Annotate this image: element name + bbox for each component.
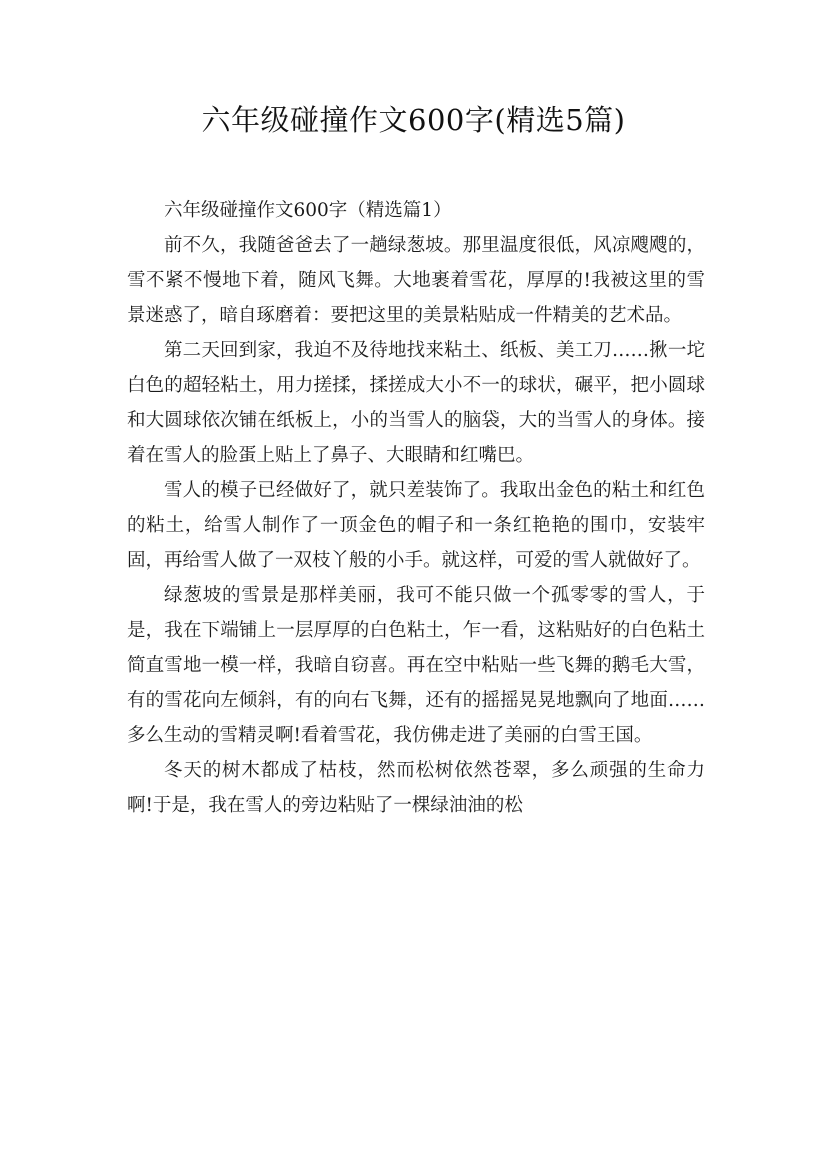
section-heading: 六年级碰撞作文600字（精选篇1） — [164, 200, 452, 221]
paragraph-5: 冬天的树木都成了枯枝，然而松树依然苍翠，多么顽强的生命力啊!于是，我在雪人的旁边粘贴了一棵绿油油的松 — [127, 760, 705, 816]
paragraph-2: 第二天回到家，我迫不及待地找来粘土、纸板、美工刀……揪一坨白色的超轻粘土，用力搓揉，揉搓成大小不一的球状，碾平，把小圆球和大圆球依次铺在纸板上，小的当雪人的脑袋，大的当雪人的身体。接着在雪人的脸蛋上贴上了鼻子、大眼睛和红嘴巴。 — [127, 340, 705, 466]
document-body — [127, 196, 705, 823]
paragraph-4: 绿葱坡的雪景是那样美丽，我可不能只做一个孤零零的雪人，于是，我在下端铺上一层厚厚的白色粘土，乍一看，这粘贴好的白色粘土简直雪地一模一样，我暗自窃喜。再在空中粘贴一些飞舞的鹅毛大雪，有的雪花向左倾斜，有的向右飞舞，还有的摇摇晃晃地飘向了地面……多么生动的雪精灵啊!看着雪花，我仿佛走进了美丽的白雪王国。 — [127, 585, 705, 746]
paragraph-1: 前不久，我随爸爸去了一趟绿葱坡。那里温度很低，风凉飕飕的，雪不紧不慢地下着，随风飞舞。大地裹着雪花，厚厚的!我被这里的雪景迷惑了，暗自琢磨着：要把这里的美景粘贴成一件精美的艺术品。 — [127, 235, 705, 326]
paragraph-3: 雪人的模子已经做好了，就只差装饰了。我取出金色的粘土和红色的粘土，给雪人制作了一顶金色的帽子和一条红艳艳的围巾，安装牢固，再给雪人做了一双枝丫般的小手。就这样，可爱的雪人就做好了。 — [127, 480, 705, 571]
document-title: 六年级碰撞作文600字(精选5篇) — [201, 103, 626, 137]
